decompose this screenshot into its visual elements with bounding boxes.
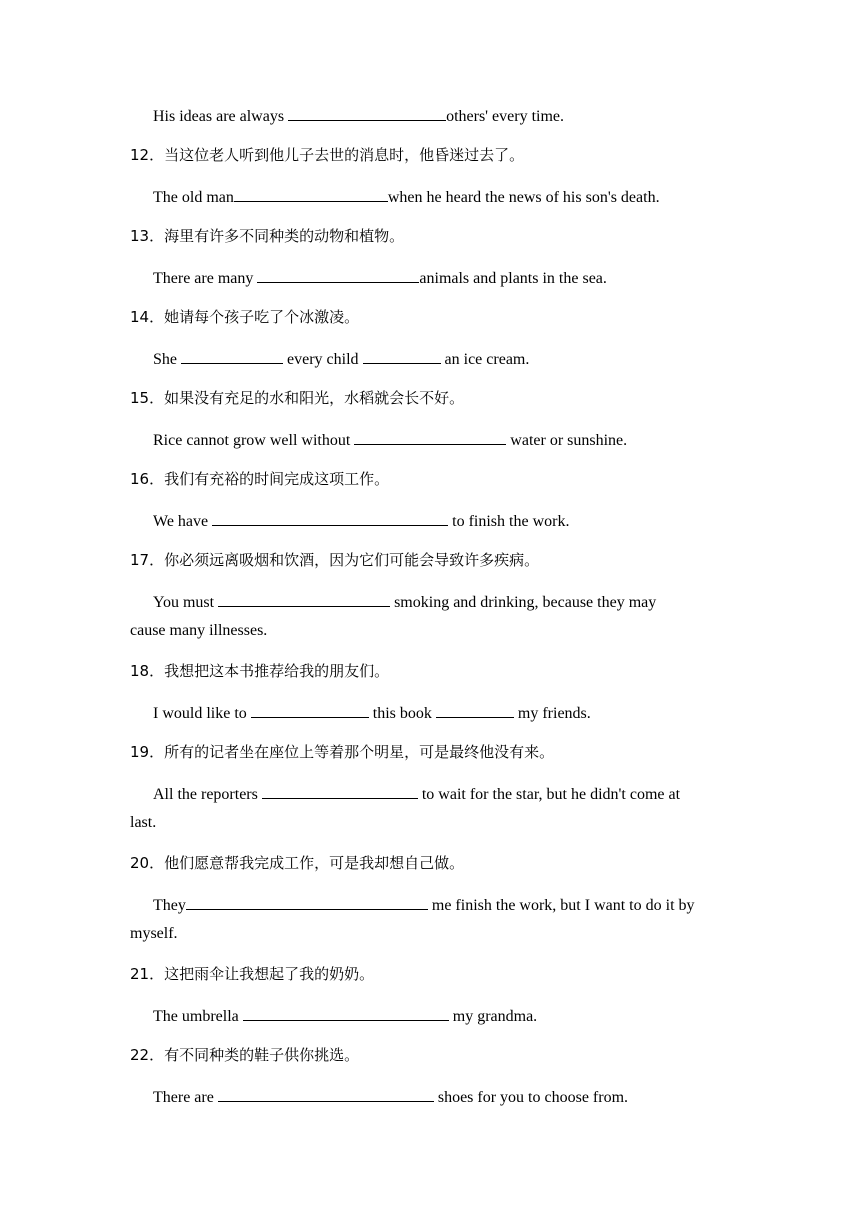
question-number: 16．: [130, 470, 165, 488]
answer-blank[interactable]: [218, 591, 390, 607]
question-number: 19．: [130, 743, 165, 761]
question-prompt: 这把雨伞让我想起了我的奶奶。: [164, 965, 375, 983]
question-prompt: 如果没有充足的水和阳光，水稻就会长不好。: [164, 389, 465, 407]
question-prompt: 海里有许多不同种类的动物和植物。: [164, 227, 405, 245]
answer-blank[interactable]: [257, 267, 419, 283]
answer-line-13: [153, 267, 607, 289]
answer-line-20-continued: [130, 924, 178, 944]
sentence-text: to finish the work.: [448, 513, 570, 530]
question-number: 21．: [130, 965, 165, 983]
answer-line-18: [153, 702, 591, 724]
answer-blank[interactable]: [288, 105, 446, 121]
answer-line-19-continued: [130, 813, 156, 833]
question-19: [130, 742, 554, 762]
answer-blank[interactable]: [243, 1005, 449, 1021]
sentence-text: water or sunshine.: [506, 432, 628, 449]
question-number: 13．: [130, 227, 165, 245]
sentence-text: All the reporters: [153, 786, 262, 803]
sentence-text: this book: [368, 705, 436, 722]
question-number: 15．: [130, 389, 165, 407]
question-14: [130, 307, 359, 327]
question-number: 20．: [130, 854, 165, 872]
question-prompt: 有不同种类的鞋子供你挑选。: [164, 1046, 360, 1064]
answer-blank[interactable]: [262, 783, 418, 799]
answer-blank[interactable]: [218, 1086, 434, 1102]
question-15: [130, 388, 464, 408]
sentence-text: smoking and drinking, because they may: [390, 594, 657, 611]
question-number: 12．: [130, 146, 165, 164]
question-number: 17．: [130, 551, 165, 569]
sentence-text: Rice cannot grow well without: [153, 432, 355, 449]
question-prompt: 你必须远离吸烟和饮酒，因为它们可能会导致许多疾病。: [164, 551, 540, 569]
question-prompt: 所有的记者坐在座位上等着那个明星，可是最终他没有来。: [164, 743, 555, 761]
sentence-text: me finish the work, but I want to do it by: [427, 897, 695, 914]
sentence-text: His ideas are always: [153, 108, 289, 125]
sentence-text: You must: [153, 594, 219, 611]
question-16: [130, 469, 389, 489]
answer-blank[interactable]: [212, 510, 448, 526]
sentence-text: She: [153, 351, 181, 368]
answer-line-21: [153, 1005, 537, 1027]
question-number: 18．: [130, 662, 165, 680]
sentence-text: an ice cream.: [440, 351, 530, 368]
sentence-text: last.: [130, 814, 157, 831]
question-prompt: 他们愿意帮我完成工作，可是我却想自己做。: [164, 854, 465, 872]
sentence-text: animals and plants in the sea.: [419, 270, 607, 287]
answer-blank[interactable]: [251, 702, 369, 718]
question-17: [130, 550, 539, 570]
answer-blank[interactable]: [354, 429, 506, 445]
sentence-text: every child: [283, 351, 363, 368]
question-12: [130, 145, 524, 165]
answer-blank[interactable]: [234, 186, 388, 202]
answer-line-22: [153, 1086, 628, 1108]
answer-line-14: [153, 348, 529, 370]
question-prompt: 我们有充裕的时间完成这项工作。: [164, 470, 390, 488]
sentence-text: when he heard the news of his son's death.: [387, 189, 660, 206]
answer-line-17-continued: [130, 621, 267, 641]
sentence-text: others' every time.: [446, 108, 565, 125]
sentence-text: to wait for the star, but he didn't come at: [417, 786, 681, 803]
sentence-text: my friends.: [513, 705, 591, 722]
question-18: [130, 661, 389, 681]
answer-blank[interactable]: [363, 348, 441, 364]
answer-line-15: [153, 429, 627, 451]
answer-blank[interactable]: [186, 894, 428, 910]
sentence-text: my grandma.: [448, 1008, 538, 1025]
sentence-text: We have: [153, 513, 213, 530]
question-22: [130, 1045, 359, 1065]
question-20: [130, 853, 464, 873]
answer-line-19: [153, 783, 680, 805]
question-number: 14．: [130, 308, 165, 326]
answer-line-12: [153, 186, 660, 208]
question-number: 22．: [130, 1046, 165, 1064]
answer-line-16: [153, 510, 569, 532]
sentence-text: cause many illnesses.: [130, 622, 268, 639]
question-13: [130, 226, 404, 246]
sentence-text: There are many: [153, 270, 258, 287]
sentence-text: shoes for you to choose from.: [433, 1089, 629, 1106]
question-prompt: 我想把这本书推荐给我的朋友们。: [164, 662, 390, 680]
answer-blank[interactable]: [181, 348, 283, 364]
sentence-text: I would like to: [153, 705, 251, 722]
question-21: [130, 964, 374, 984]
sentence-text: myself.: [130, 925, 178, 942]
sentence-text: There are: [153, 1089, 218, 1106]
sentence-text: The old man: [153, 189, 234, 206]
question-prompt: 当这位老人听到他儿子去世的消息时，他昏迷过去了。: [164, 146, 525, 164]
answer-line-20: [153, 894, 695, 916]
sentence-text: The umbrella: [153, 1008, 243, 1025]
sentence-text: They: [153, 897, 186, 914]
answer-line-11: [153, 105, 564, 127]
answer-line-17: [153, 591, 656, 613]
question-prompt: 她请每个孩子吃了个冰激凌。: [164, 308, 360, 326]
answer-blank[interactable]: [436, 702, 514, 718]
